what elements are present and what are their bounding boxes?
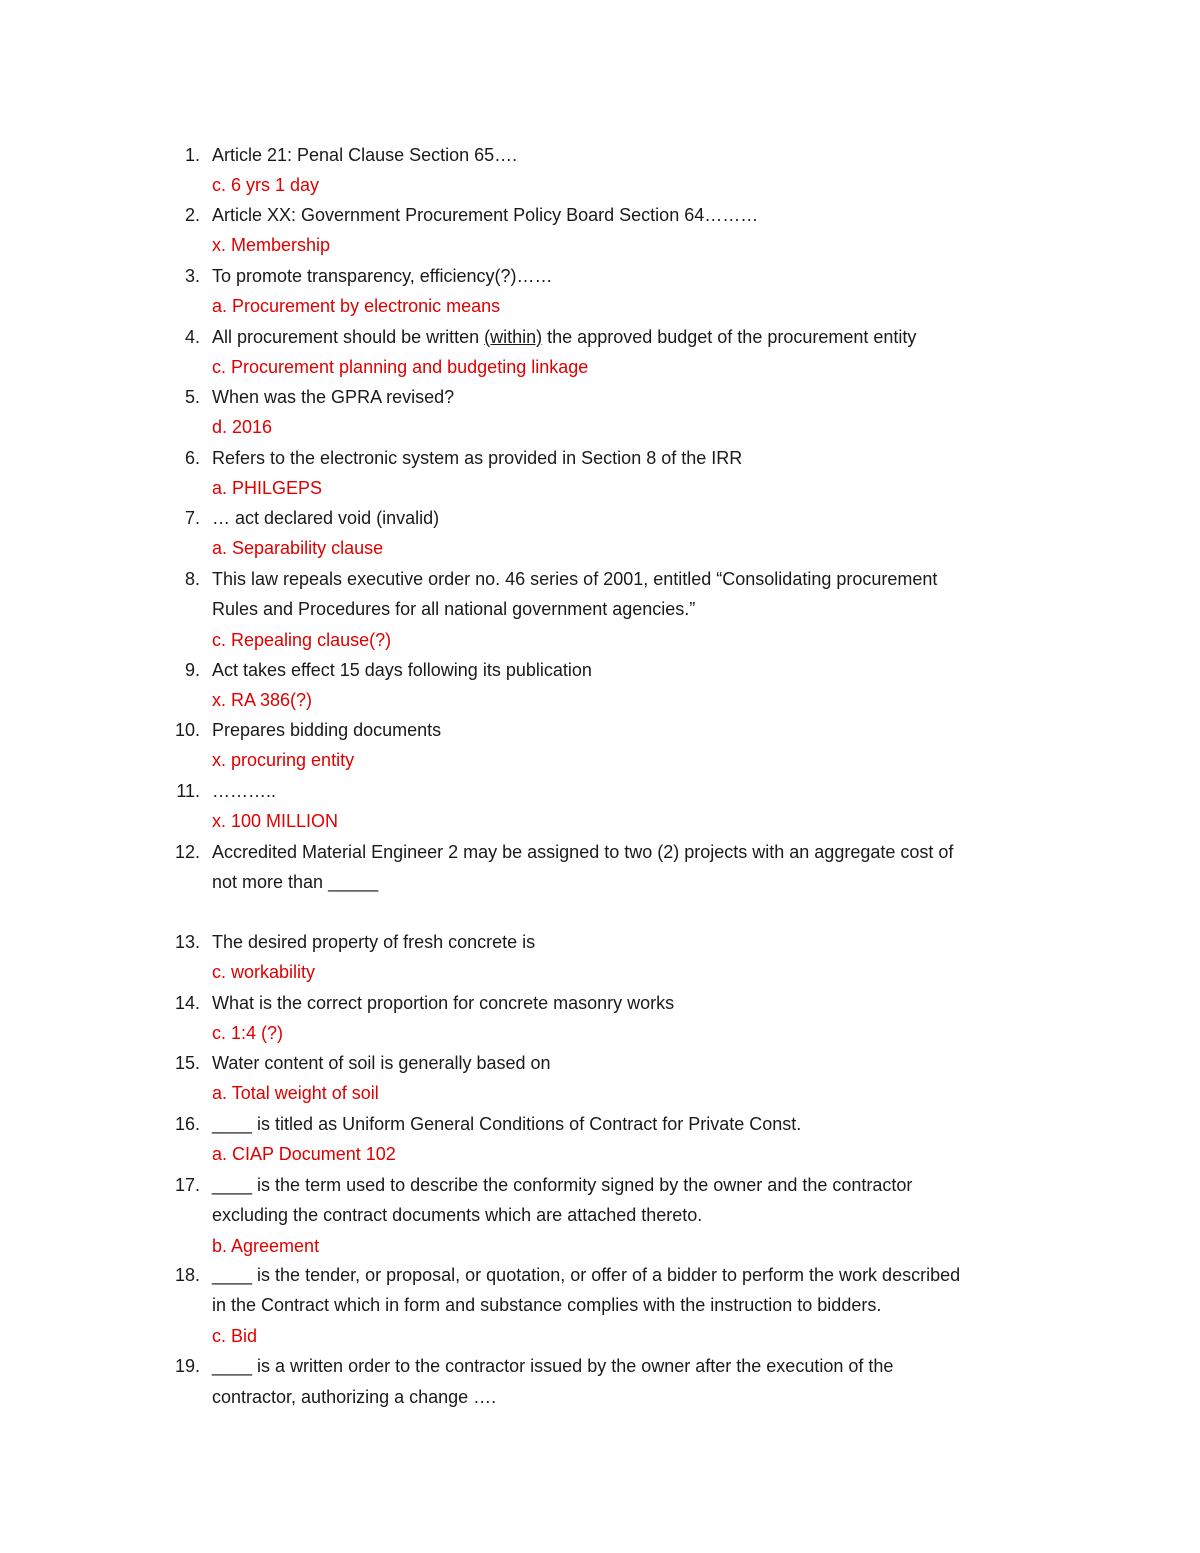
question-text: Accredited Material Engineer 2 may be assigned to two (2) projects with an aggregate cost of — [212, 842, 954, 862]
answer-text: a. CIAP Document 102 — [212, 1144, 396, 1164]
item-number: 4. — [184, 327, 200, 347]
item-number: 9. — [184, 660, 200, 680]
item-number: 17. — [174, 1175, 200, 1195]
item-number: 14. — [174, 993, 200, 1013]
answer-text: a. Separability clause — [212, 538, 384, 558]
question-text: This law repeals executive order no. 46 series of 2001, entitled “Consolidating procurement — [212, 569, 938, 589]
question-text-continued: contractor, authorizing a change …. — [212, 1387, 497, 1407]
answer-text: a. PHILGEPS — [212, 478, 323, 498]
item-number: 8. — [184, 569, 200, 589]
item-number: 10. — [174, 720, 200, 740]
answer-text: x. Membership — [212, 235, 331, 255]
question-text: Prepares bidding documents — [212, 720, 442, 740]
question-text: Article 21: Penal Clause Section 65…. — [212, 145, 518, 165]
item-number: 6. — [184, 448, 200, 468]
answer-text: x. procuring entity — [212, 750, 355, 770]
item-number: 18. — [174, 1265, 200, 1285]
answer-text: x. 100 MILLION — [212, 811, 339, 831]
question-text: Act takes effect 15 days following its publication — [212, 660, 592, 680]
question-text: ____ is titled as Uniform General Conditions of Contract for Private Const. — [212, 1114, 802, 1134]
question-text: ……….. — [212, 781, 277, 801]
question-text: Article XX: Government Procurement Policy Board Section 64……… — [212, 205, 759, 225]
question-text: … act declared void (invalid) — [212, 508, 440, 528]
question-text-end: the approved budget of the procurement entity — [542, 327, 917, 347]
answer-text: a. Procurement by electronic means — [212, 296, 501, 316]
answer-text: x. RA 386(?) — [212, 690, 313, 710]
answer-text: a. Total weight of soil — [212, 1083, 379, 1103]
answer-text: c. Bid — [212, 1326, 258, 1346]
answer-text: c. 6 yrs 1 day — [212, 175, 320, 195]
question-text: To promote transparency, efficiency(?)…… — [212, 266, 553, 286]
item-number: 2. — [184, 205, 200, 225]
question-text: ____ is a written order to the contractor issued by the owner after the execution of the — [212, 1356, 894, 1376]
question-text: Water content of soil is generally based on — [212, 1053, 551, 1073]
question-text: ____ is the tender, or proposal, or quotation, or offer of a bidder to perform the work described — [212, 1265, 961, 1285]
answer-text: c. 1:4 (?) — [212, 1023, 284, 1043]
item-number: 5. — [184, 387, 200, 407]
question-text-continued: Rules and Procedures for all national government agencies.” — [212, 599, 696, 619]
item-number: 19. — [174, 1356, 200, 1376]
question-text: The desired property of fresh concrete is — [212, 932, 536, 952]
item-number: 3. — [184, 266, 200, 286]
question-text-continued: excluding the contract documents which are attached thereto. — [212, 1205, 703, 1225]
answer-text: d. 2016 — [212, 417, 273, 437]
item-number: 15. — [174, 1053, 200, 1073]
question-text-continued: not more than _____ — [212, 872, 379, 892]
answer-text: c. Procurement planning and budgeting linkage — [212, 357, 589, 377]
item-number: 11. — [176, 781, 200, 801]
question-text: When was the GPRA revised? — [212, 387, 455, 407]
answer-text: c. workability — [212, 962, 316, 982]
item-number: 1. — [184, 145, 200, 165]
question-text: Refers to the electronic system as provided in Section 8 of the IRR — [212, 448, 743, 468]
question-text-continued: in the Contract which in form and substance complies with the instruction to bidders. — [212, 1295, 882, 1315]
question-text: What is the correct proportion for concrete masonry works — [212, 993, 675, 1013]
underlined-word: (within) — [484, 327, 543, 347]
item-number: 7. — [184, 508, 200, 528]
question-text — [212, 322, 1092, 352]
item-number: 12. — [174, 842, 200, 862]
answer-text: b. Agreement — [212, 1236, 320, 1256]
question-text-start: All procurement should be written — [212, 327, 485, 347]
answer-text: c. Repealing clause(?) — [212, 630, 392, 650]
question-text: ____ is the term used to describe the conformity signed by the owner and the contractor — [212, 1175, 913, 1195]
item-number: 13. — [174, 932, 200, 952]
item-number: 16. — [174, 1114, 200, 1134]
